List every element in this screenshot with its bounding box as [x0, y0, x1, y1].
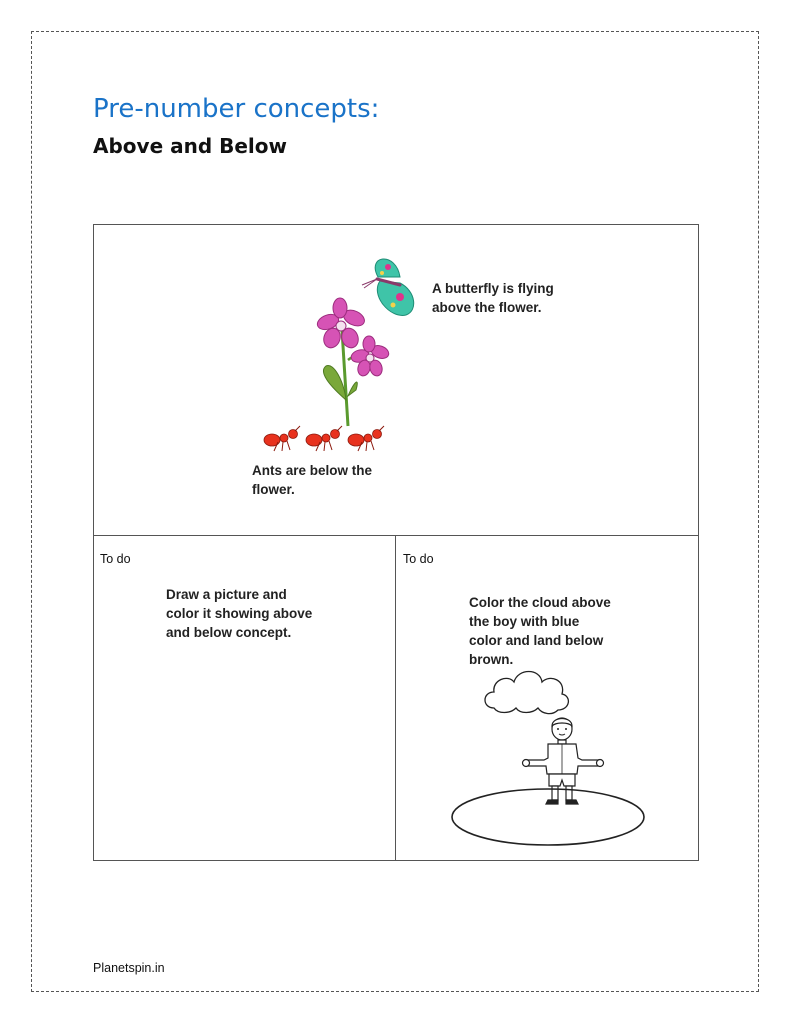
instruction-line: brown. — [469, 652, 514, 667]
task-right-instruction — [469, 593, 611, 669]
instruction-line: the boy with blue — [469, 614, 580, 629]
page-title: Pre-number concepts: — [93, 94, 380, 124]
ants-illustration — [262, 424, 392, 454]
butterfly-caption — [432, 279, 554, 317]
caption-line: flower. — [252, 482, 295, 497]
caption-line: above the flower. — [432, 300, 542, 315]
instruction-line: Draw a picture and — [166, 587, 287, 602]
task-left-instruction — [166, 585, 312, 642]
ants-caption — [252, 461, 372, 499]
todo-label-left: To do — [100, 552, 131, 566]
page-subtitle: Above and Below — [93, 134, 287, 158]
instruction-line: Color the cloud above — [469, 595, 611, 610]
instruction-line: color it showing above — [166, 606, 313, 621]
instruction-line: color and land below — [469, 633, 604, 648]
footer-site-name: Planetspin.in — [93, 961, 165, 975]
todo-label-right: To do — [403, 552, 434, 566]
grid-divider-vertical — [395, 535, 396, 861]
instruction-line: and below concept. — [166, 625, 292, 640]
flower-illustration — [306, 300, 390, 430]
caption-line: A butterfly is flying — [432, 281, 554, 296]
land-outline — [450, 787, 646, 847]
cloud-outline — [480, 664, 572, 716]
grid-divider-horizontal — [93, 535, 699, 536]
caption-line: Ants are below the — [252, 463, 373, 478]
